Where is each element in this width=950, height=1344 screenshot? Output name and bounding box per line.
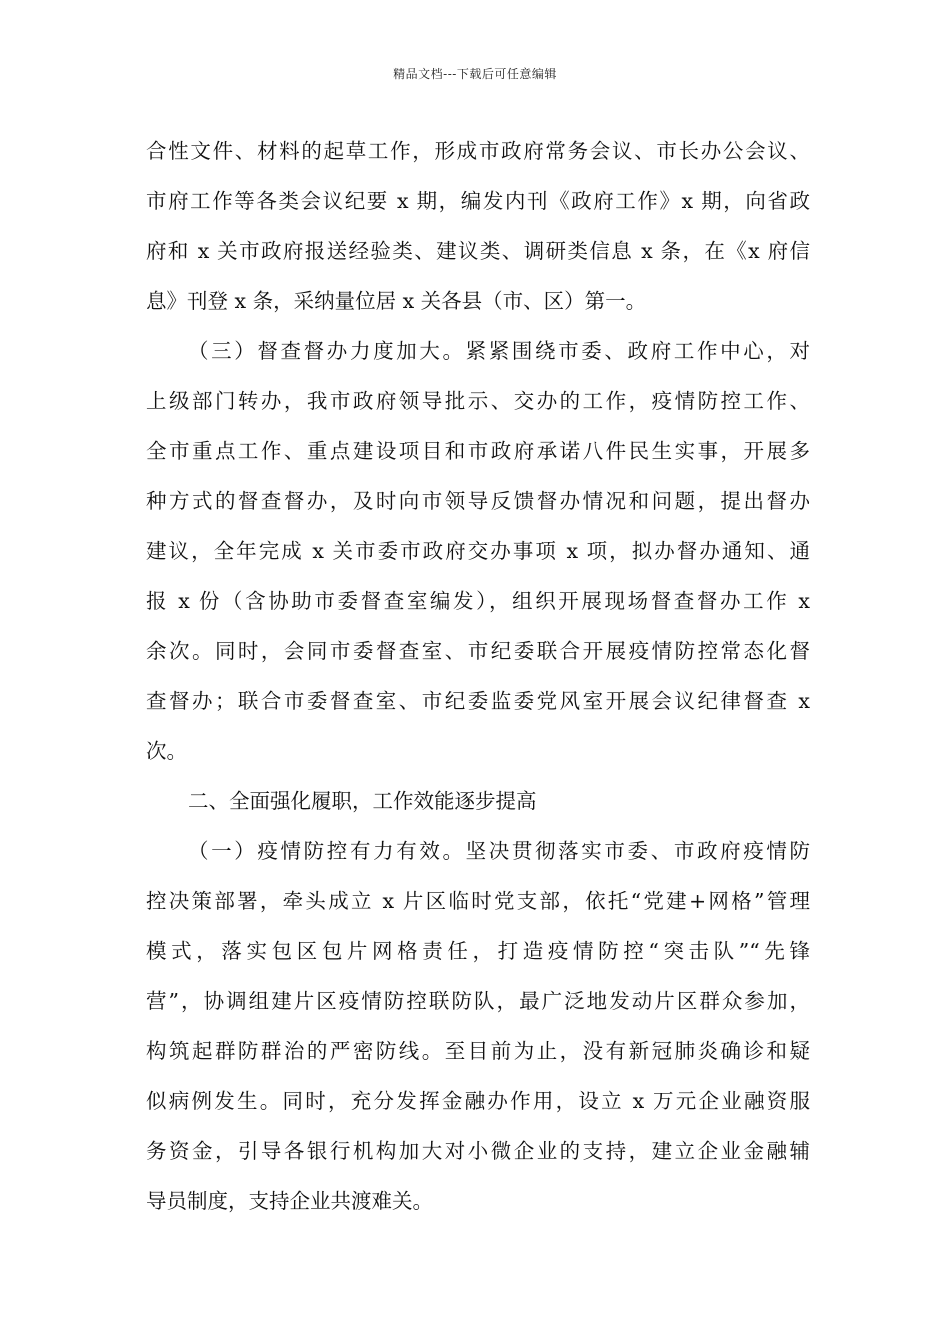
text-line: 上级部门转办，我市政府领导批示、交办的工作，疫情防控工作、 [146, 389, 810, 413]
text-line: 府和 x 关市政府报送经验类、建议类、调研类信息 x 条，在《x 府信 [146, 239, 810, 263]
section-heading [146, 776, 810, 826]
text-line: 合性文件、材料的起草工作，形成市政府常务会议、市长办公会议、 [146, 139, 810, 163]
text-line: （三）督查督办力度加大。紧紧围绕市委、政府工作中心，对 [188, 339, 810, 363]
text-line: 种方式的督查督办，及时向市领导反馈督办情况和问题，提出督办 [146, 489, 810, 513]
text-line: 构筑起群防群治的严密防线。至目前为止，没有新冠肺炎确诊和疑 [146, 1039, 810, 1063]
text-line: 市府工作等各类会议纪要 x 期，编发内刊《政府工作》x 期，向省政 [146, 189, 810, 213]
text-line: 建议，全年完成 x 关市委市政府交办事项 x 项，拟办督办通知、通 [146, 539, 810, 563]
text-line: 模式，落实包区包片网格责任，打造疫情防控“突击队”“先锋 [146, 939, 810, 963]
text-line: 似病例发生。同时，充分发挥金融办作用，设立 x 万元企业融资服 [146, 1089, 810, 1113]
page-header: 精品文档---下载后可任意编辑 [393, 67, 557, 81]
document-body [146, 126, 810, 1226]
text-line: 余次。同时，会同市委督查室、市纪委联合开展疫情防控常态化督 [146, 639, 810, 663]
text-line: 息》刊登 x 条，采纳量位居 x 关各县（市、区）第一。 [146, 289, 647, 313]
text-line: 查督办；联合市委督查室、市纪委监委党风室开展会议纪律督查 x [146, 689, 810, 713]
text-line: 导员制度，支持企业共渡难关。 [146, 1189, 433, 1213]
heading-text: 二、全面强化履职，工作效能逐步提高 [188, 789, 537, 813]
text-line: 次。 [146, 739, 187, 763]
text-line: 全市重点工作、重点建设项目和市政府承诺八件民生实事，开展多 [146, 439, 810, 463]
paragraph-epidemic-control [146, 826, 810, 1226]
text-line: 控决策部署，牵头成立 x 片区临时党支部，依托“党建+网格”管理 [146, 889, 810, 913]
text-line: 务资金，引导各银行机构加大对小微企业的支持，建立企业金融辅 [146, 1139, 810, 1163]
paragraph-supervision [146, 326, 810, 776]
text-line: 报 x 份（含协助市委督查室编发），组织开展现场督查督办工作 x [146, 589, 810, 613]
text-line: 营”，协调组建片区疫情防控联防队，最广泛地发动片区群众参加， [146, 989, 810, 1013]
text-line: （一）疫情防控有力有效。坚决贯彻落实市委、市政府疫情防 [188, 839, 810, 863]
paragraph-drafting-summary [146, 126, 810, 326]
